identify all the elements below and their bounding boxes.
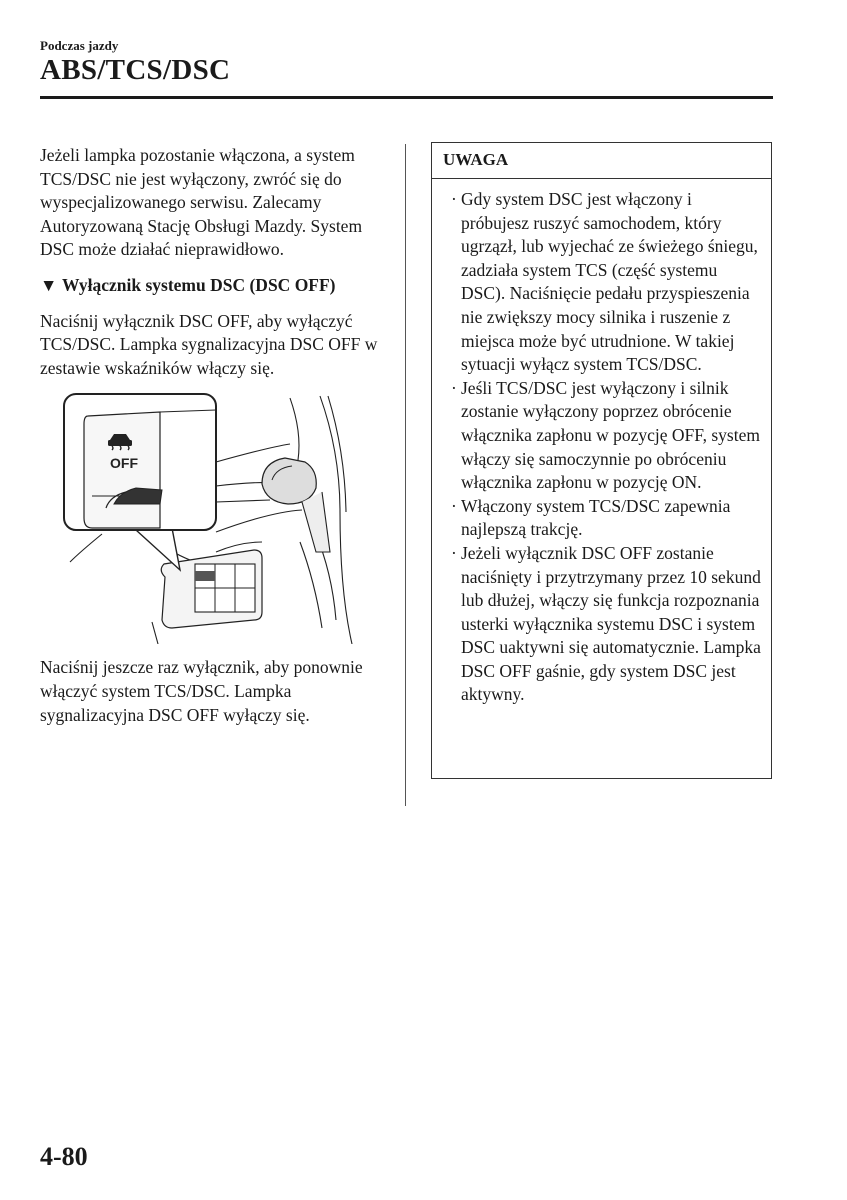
warning-item (448, 542, 761, 707)
column-divider (405, 144, 406, 806)
subsection-heading-text: Wyłącznik systemu DSC (DSC OFF) (62, 274, 336, 295)
off-button-label: OFF (110, 455, 138, 472)
bullet: · (451, 377, 457, 398)
warning-item-text: Jeżeli wyłącznik DSC OFF zostanie naciśnięty i przytrzymany przez 10 sekund lub dłużej, włączy się funkcja rozpoznania usterki wyłącznika systemu DSC i system DSC uaktywni się automatycznie. Lampka DSC OFF gaśnie, gdy system DSC jest aktywny. (461, 542, 761, 705)
bullet: · (451, 189, 457, 209)
warning-box (431, 142, 772, 779)
dsc-switch-illustration (40, 392, 362, 644)
dashboard-drawing (40, 392, 362, 644)
reenable-paragraph: Naciśnij jeszcze raz wyłącznik, aby ponownie włączyć system TCS/DSC. Lampka sygnalizacyjna DSC OFF wyłączy się. (40, 657, 363, 725)
left-column (40, 144, 390, 727)
warning-heading: UWAGA (432, 143, 771, 179)
stalk-knob (262, 458, 330, 552)
warning-item (448, 377, 761, 495)
instruction-paragraph: Naciśnij wyłącznik DSC OFF, aby wyłączyć TCS/DSC. Lampka sygnalizacyjna DSC OFF w zestawie wskaźników włączy się. (40, 310, 378, 378)
page-title: ABS/TCS/DSC (40, 54, 231, 86)
warning-item-text: Jeśli TCS/DSC jest wyłączony i silnik zostanie wyłączony poprzez obrócenie włącznika zapłonu w pozycję OFF, system włączy się samoczynnie po obróceniu włącznika zapłonu w pozycję ON. (461, 377, 760, 493)
title-rule (40, 96, 773, 99)
page-number: 4-80 (40, 1142, 88, 1171)
bullet: · (451, 495, 457, 516)
intro-paragraph: Jeżeli lampka pozostanie włączona, a system TCS/DSC nie jest wyłączony, zwróć się do wyspecjalizowanego serwisu. Zalecamy Autoryzowaną Stację Obsługi Mazdy. System DSC może działać nieprawidłowo. (40, 145, 363, 260)
warning-item (448, 495, 761, 542)
bullet: · (451, 542, 457, 563)
warning-list (432, 179, 771, 707)
callout-box (64, 394, 216, 570)
warning-item-text: Gdy system DSC jest włączony i próbujesz ruszyć samochodem, który ugrzązł, lub wyjechać ze świeżego śniegu, zadziała system TCS (część systemu DSC). Naciśnięcie pedału przyspieszenia nie zwiększy mocy silnika i ruszenie z miejsca może być utrudnione. W takiej sytuacji wyłącz system TCS/DSC. (461, 189, 758, 375)
subsection-heading (40, 274, 390, 298)
section-label: Podczas jazdy (40, 38, 119, 53)
warning-item (448, 188, 761, 377)
triangle-marker-icon: ▼ (40, 274, 58, 295)
warning-item-text: Włączony system TCS/DSC zapewnia najlepszą trakcję. (461, 495, 731, 540)
